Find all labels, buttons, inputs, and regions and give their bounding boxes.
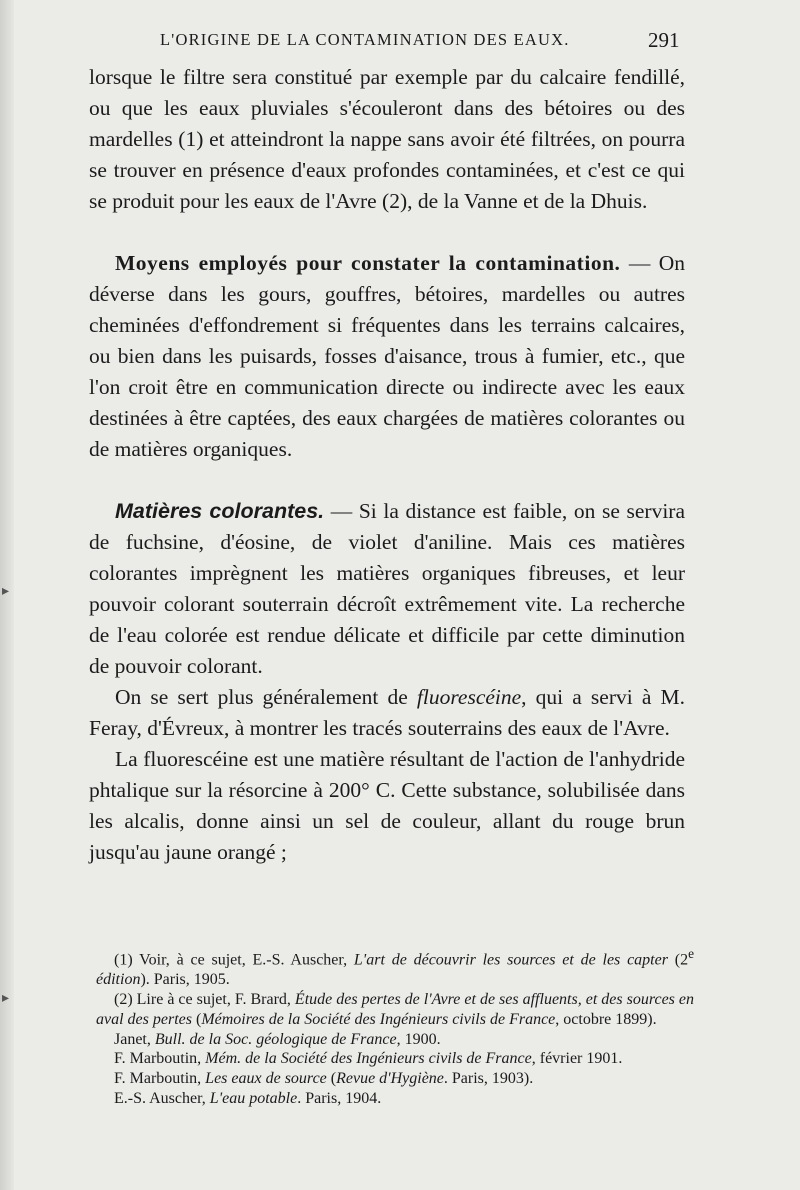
footnote-1-title: L'art de découvrir les sources et de les capter bbox=[353, 951, 668, 969]
footnote-2-title: Étude des pertes de l'Avre et de ses affluents, et des sources en aval des pertes bbox=[96, 990, 695, 1028]
footnote-4-b: , février 1901. bbox=[531, 1050, 623, 1068]
footnote-1-sup: e bbox=[688, 946, 695, 961]
paragraph-4-text-a: On se sert plus généralement de bbox=[115, 685, 417, 709]
paragraph-3-text: — Si la distance est faible, on se servira de fuchsine, d'éosine, de violet d'aniline. Mais ces matières colorantes imprègnent les matières organiques fibreuses, et leur pouvoir colorant souterrain décroît extrêmement vite. La recherche de l'eau colorée est rendue délicate et difficile par cette diminution de pouvoir colorant. bbox=[89, 499, 685, 678]
footnote-3-journal: Bull. de la Soc. géologique de France bbox=[154, 1030, 397, 1048]
section-heading-matieres: Matières colorantes. bbox=[115, 499, 325, 523]
paragraph-1: lorsque le filtre sera constitué par exemple par du calcaire fendillé, ou que les eaux pluviales s'écouleront dans des bétoires ou des mardelles (1) et atteindront la nappe sans avoir été filtrées, on pourra se trouver en présence d'eaux profondes contaminées, et c'est ce qui se produit pour les eaux de l'Avre (2), de la Vanne et de la Dhuis. bbox=[89, 65, 685, 213]
footnote-5 bbox=[96, 1069, 694, 1089]
margin-mark: ▸ bbox=[2, 990, 10, 1006]
footnotes bbox=[96, 944, 694, 1109]
footnote-4-journal: Mém. de la Société des Ingénieurs civils de France bbox=[205, 1050, 532, 1068]
paragraph-4-text-b: , qui a servi à M. Feray, d'Évreux, à montrer les tracés souterrains des eaux de l'Avre. bbox=[89, 685, 686, 740]
footnote-6-b: . Paris, 1904. bbox=[297, 1089, 382, 1107]
section-heading-moyens: Moyens employés pour constater la contamination. bbox=[115, 251, 621, 275]
body-text bbox=[89, 62, 685, 868]
footnote-1-a: (1) Voir, à ce sujet, E.-S. Auscher, bbox=[114, 951, 354, 969]
margin-mark: ▸ bbox=[2, 583, 10, 599]
paragraph-3 bbox=[89, 496, 685, 682]
footnote-6 bbox=[96, 1089, 694, 1109]
footnote-4-a: F. Marboutin, bbox=[114, 1050, 206, 1068]
footnote-3-a: Janet, bbox=[114, 1030, 155, 1048]
footnote-5-c: . Paris, 1903). bbox=[443, 1070, 534, 1088]
footnote-1-b: (2 bbox=[667, 951, 689, 969]
paragraph-4 bbox=[89, 682, 685, 744]
footnote-5-b: ( bbox=[326, 1070, 337, 1088]
footnote-5-journal: Revue d'Hygiène bbox=[336, 1070, 444, 1088]
footnote-2-a: (2) Lire à ce sujet, F. Brard, bbox=[114, 990, 295, 1008]
page-number: 291 bbox=[648, 28, 680, 52]
paragraph-5: La fluorescéine est une matière résultant de l'action de l'anhydride phtalique sur la résorcine à 200° C. Cette substance, solubilisée dans les alcalis, donne ainsi un sel de couleur, allant du rouge brun jusqu'au jaune orangé ; bbox=[89, 747, 685, 864]
footnote-2-c: , octobre 1899). bbox=[555, 1010, 657, 1028]
footnote-1-c: ). Paris, 1905. bbox=[140, 971, 230, 989]
footnote-2 bbox=[96, 990, 694, 1030]
fluoresceine-term: fluorescéine bbox=[416, 685, 522, 709]
footnote-2-journal: Mémoires de la Société des Ingénieurs civils de France bbox=[201, 1010, 556, 1028]
footnote-5-title: Les eaux de source bbox=[205, 1070, 327, 1088]
paragraph-2-text: — On déverse dans les gours, gouffres, bétoires, mardelles ou autres cheminées d'effondrement si fréquentes dans les terrains calcaires, ou bien dans les puisards, fosses d'aisance, trous à fumier, etc., que l'on croit être en communication directe ou indirecte avec les eaux destinées à être captées, des eaux chargées de matières colorantes ou de matières organiques. bbox=[89, 251, 686, 461]
footnote-4 bbox=[96, 1049, 694, 1069]
running-head: L'ORIGINE DE LA CONTAMINATION DES EAUX. bbox=[160, 30, 570, 49]
footnote-5-a: F. Marboutin, bbox=[114, 1070, 206, 1088]
footnote-3-b: , 1900. bbox=[396, 1030, 441, 1048]
footnote-3 bbox=[96, 1030, 694, 1050]
footnote-6-title: L'eau potable bbox=[209, 1089, 298, 1107]
footnote-1-edition: édition bbox=[96, 971, 141, 989]
paragraph-2 bbox=[89, 248, 685, 465]
footnote-1 bbox=[96, 944, 694, 990]
footnote-6-a: E.-S. Auscher, bbox=[114, 1089, 210, 1107]
footnote-2-b: ( bbox=[191, 1010, 202, 1028]
